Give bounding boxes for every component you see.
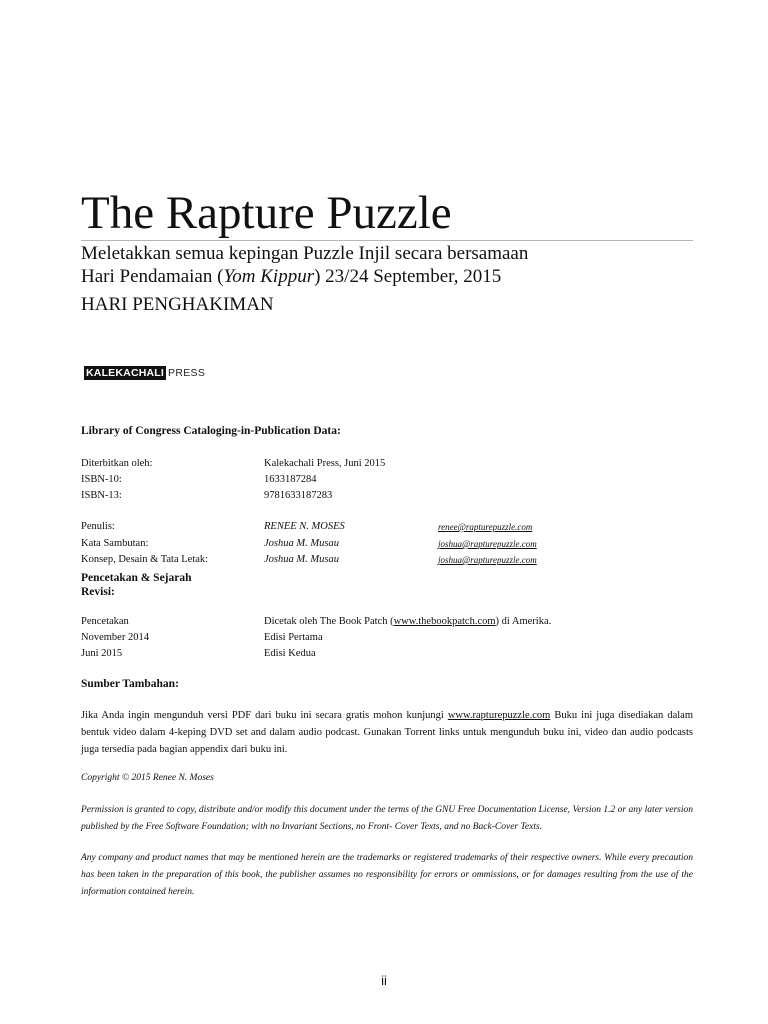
credit-row (81, 552, 693, 568)
subtitle-2-post: ) 23/24 September, 2015 (314, 266, 502, 287)
subtitle-line-1: Meletakkan semua kepingan Puzzle Injil secara bersamaan (81, 243, 529, 264)
bookpatch-link[interactable]: www.thebookpatch.com (393, 616, 496, 627)
credit-label: Kata Sambutan: (81, 538, 149, 549)
subtitle-2-pre: Hari Pendamaian ( (81, 266, 224, 287)
catalog-heading: Library of Congress Cataloging-in-Publication Data: (81, 425, 341, 437)
printing-heading-line-2: Revisi: (81, 586, 115, 598)
printing-label: Juni 2015 (81, 648, 123, 659)
printing-value: Edisi Kedua (264, 648, 316, 659)
pub-label: ISBN-10: (81, 474, 122, 485)
permission-notice: Permission is granted to copy, distribute and/or modify this document under the terms of the GNU Free Documentation License, Version 1.2 or any later version published by the Free Software Foundation; with no Invariant Sections, no Front- Cover Texts, and no Back-Cover Texts. (81, 805, 693, 832)
pub-label: Diterbitkan oleh: (81, 458, 153, 469)
pub-row (81, 488, 693, 504)
pub-row (81, 456, 693, 472)
pub-label: ISBN-13: (81, 490, 122, 501)
copyright-notice: Copyright © 2015 Renee N. Moses (81, 773, 214, 783)
printing-row (81, 614, 693, 630)
printing-label: Pencetakan (81, 616, 129, 627)
printing-heading-line-1: Pencetakan & Sejarah (81, 572, 192, 584)
credit-name: RENEE N. MOSES (264, 521, 345, 532)
pub-row (81, 472, 693, 488)
subtitle-line-3: HARI PENGHAKIMAN (81, 294, 274, 315)
credit-label: Penulis: (81, 521, 115, 532)
credit-row (81, 536, 693, 552)
credit-email-link[interactable]: renee@rapturepuzzle.com (438, 522, 533, 532)
sources-para-post: Buku ini juga disediakan dalam bentuk video dalam 4-keping DVD set and dalam audio podcast. Gunakan Torrent links untuk mengunduh buku ini, video dan audio podcasts juga tersedia pada bagian appendix dari buku ini. (81, 710, 694, 755)
printing-row (81, 630, 693, 646)
title-divider (81, 240, 693, 241)
book-title: The Rapture Puzzle (81, 187, 452, 239)
credit-name: Joshua M. Musau (264, 554, 339, 565)
credit-email-link[interactable]: joshua@rapturepuzzle.com (438, 539, 537, 549)
printing-label: November 2014 (81, 632, 149, 643)
printing-value (264, 614, 551, 630)
subtitle-line-2 (81, 266, 501, 288)
disclaimer-notice: Any company and product names that may be mentioned herein are the trademarks or registered trademarks of their respective owners. While every precaution has been taken in the preparation of this book, the publisher assumes no responsibility for errors or ommissions, or for damages resulting from the use of the information contained herein. (81, 853, 693, 897)
printing-value: Edisi Pertama (264, 632, 323, 643)
credit-email-link[interactable]: joshua@rapturepuzzle.com (438, 555, 537, 565)
printing-row (81, 646, 693, 662)
pub-value: 9781633187283 (264, 490, 333, 501)
publisher-logo (84, 366, 205, 380)
rapturepuzzle-link[interactable]: www.rapturepuzzle.com (447, 710, 551, 721)
credit-name: Joshua M. Musau (264, 538, 339, 549)
credit-label: Konsep, Desain & Tata Letak: (81, 554, 209, 565)
credit-row (81, 519, 693, 535)
logo-box-text: KALEKACHALI (86, 367, 165, 379)
pub-value: Kalekachali Press, Juni 2015 (264, 458, 386, 469)
sources-paragraph (81, 707, 693, 758)
sources-para-pre: Jika Anda ingin mengunduh versi PDF dari buku ini secara gratis mohon kunjungi (81, 710, 448, 721)
page-number: ii (381, 973, 387, 988)
printing-value-post: ) di Amerika. (495, 616, 552, 627)
pub-value: 1633187284 (264, 474, 317, 485)
printing-value-pre: Dicetak oleh The Book Patch ( (264, 616, 394, 627)
logo-press-text: PRESS (168, 367, 206, 379)
subtitle-2-italic: Yom Kippur (223, 266, 315, 287)
sources-heading: Sumber Tambahan: (81, 678, 179, 690)
